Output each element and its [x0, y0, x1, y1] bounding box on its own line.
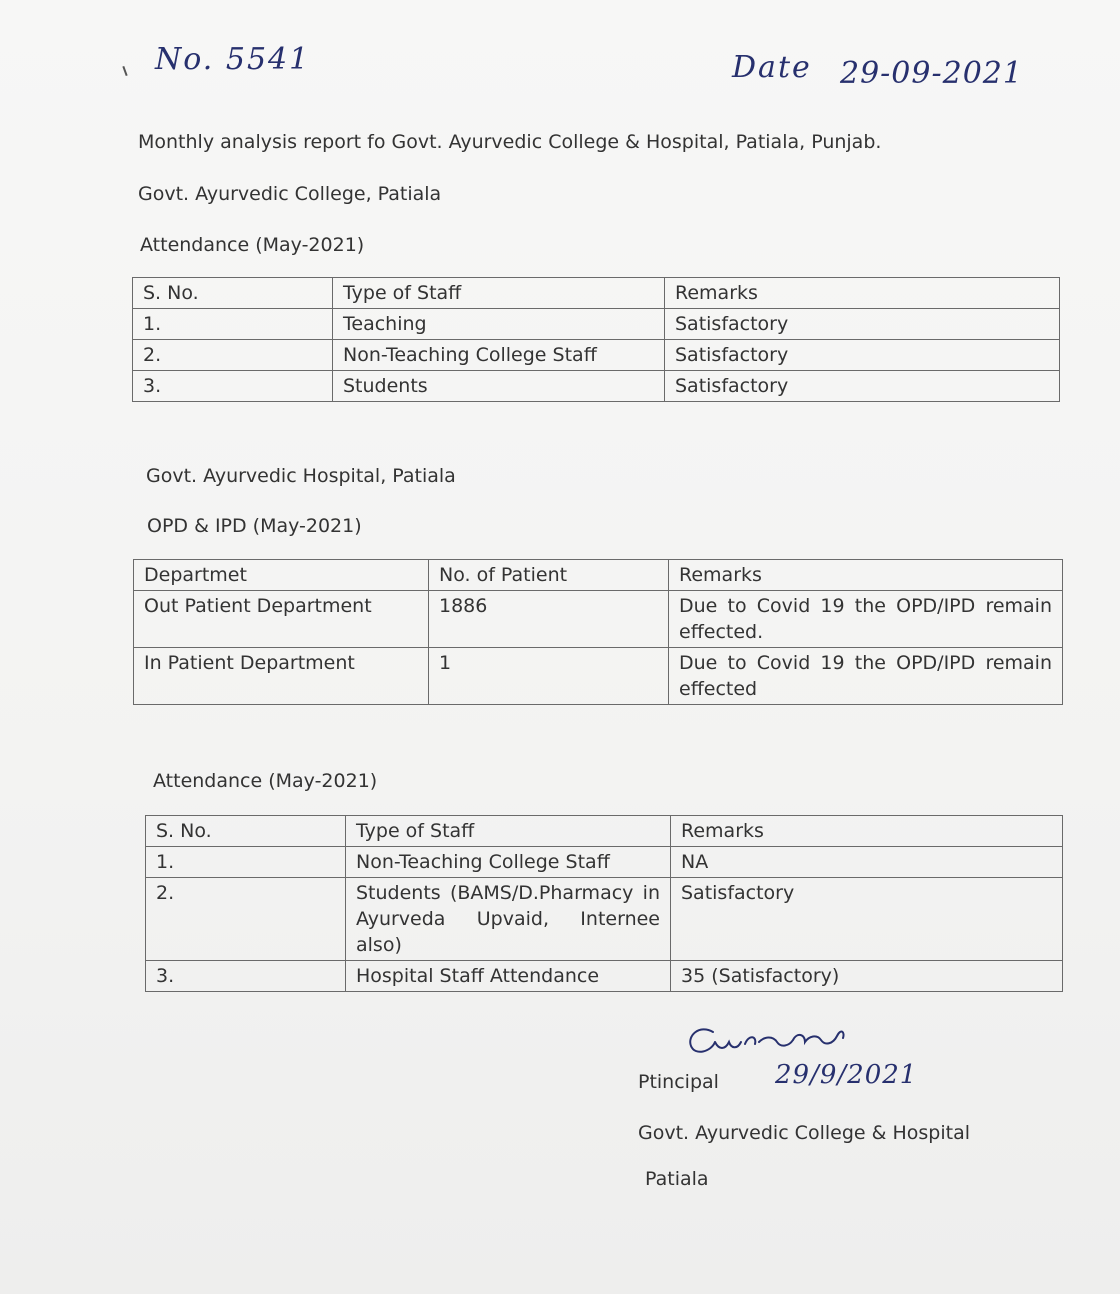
- signature-date: 29/9/2021: [775, 1060, 918, 1090]
- table-row: [146, 878, 1063, 961]
- header-cell: Departmet: [134, 560, 429, 591]
- hospital-attendance-table: [145, 815, 1063, 992]
- hospital-heading: Govt. Ayurvedic Hospital, Patiala: [146, 465, 456, 487]
- table-header-row: [146, 816, 1063, 847]
- pen-mark: [122, 66, 127, 76]
- table-cell: In Patient Department: [134, 648, 429, 705]
- table-cell: Satisfactory: [665, 340, 1060, 371]
- table-row: [133, 340, 1060, 371]
- header-cell: Type of Staff: [333, 278, 665, 309]
- date-value: 29-09-2021: [840, 56, 1023, 91]
- table-cell: 2.: [133, 340, 333, 371]
- report-title: Monthly analysis report fo Govt. Ayurvedic College & Hospital, Patiala, Punjab.: [138, 131, 882, 153]
- table-cell: 2.: [146, 878, 346, 961]
- table-row: [134, 591, 1063, 648]
- date-label: Date: [732, 50, 812, 85]
- principal-title: Ptincipal: [638, 1071, 719, 1093]
- table-cell: Teaching: [333, 309, 665, 340]
- table-cell: Due to Covid 19 the OPD/IPD remain effected.: [669, 591, 1063, 648]
- college-attendance-heading: Attendance (May-2021): [140, 234, 365, 256]
- table-cell: 3.: [146, 961, 346, 992]
- table-cell: Students: [333, 371, 665, 402]
- table-cell: 1: [429, 648, 669, 705]
- header-cell: No. of Patient: [429, 560, 669, 591]
- table-row: [133, 371, 1060, 402]
- principal-signature: [685, 1018, 855, 1058]
- header-cell: Remarks: [671, 816, 1063, 847]
- table-cell: 35 (Satisfactory): [671, 961, 1063, 992]
- header-cell: S. No.: [146, 816, 346, 847]
- table-header-row: [134, 560, 1063, 591]
- table-cell: Hospital Staff Attendance: [346, 961, 671, 992]
- table-row: [146, 961, 1063, 992]
- opd-ipd-table: [133, 559, 1063, 705]
- table-cell: NA: [671, 847, 1063, 878]
- header-cell: Type of Staff: [346, 816, 671, 847]
- signatory-city: Patiala: [645, 1168, 709, 1190]
- header-cell: Remarks: [665, 278, 1060, 309]
- table-row: [146, 847, 1063, 878]
- table-cell: 1.: [146, 847, 346, 878]
- hospital-attendance-heading: Attendance (May-2021): [153, 770, 378, 792]
- college-attendance-table: [132, 277, 1060, 402]
- table-header-row: [133, 278, 1060, 309]
- header-cell: S. No.: [133, 278, 333, 309]
- opd-ipd-heading: OPD & IPD (May-2021): [147, 515, 362, 537]
- table-cell: Out Patient Department: [134, 591, 429, 648]
- table-row: [133, 309, 1060, 340]
- header-cell: Remarks: [669, 560, 1063, 591]
- table-cell: Due to Covid 19 the OPD/IPD remain effected: [669, 648, 1063, 705]
- table-cell: Non-Teaching College Staff: [333, 340, 665, 371]
- table-cell: 1886: [429, 591, 669, 648]
- table-row: [134, 648, 1063, 705]
- signatory-institution: Govt. Ayurvedic College & Hospital: [638, 1122, 970, 1144]
- table-cell: Students (BAMS/D.Pharmacy in Ayurveda Upvaid, Internee also): [346, 878, 671, 961]
- table-cell: 3.: [133, 371, 333, 402]
- table-cell: Satisfactory: [665, 371, 1060, 402]
- table-cell: Satisfactory: [671, 878, 1063, 961]
- document-number: No. 5541: [155, 42, 311, 77]
- college-heading: Govt. Ayurvedic College, Patiala: [138, 183, 442, 205]
- table-cell: Non-Teaching College Staff: [346, 847, 671, 878]
- table-cell: 1.: [133, 309, 333, 340]
- table-cell: Satisfactory: [665, 309, 1060, 340]
